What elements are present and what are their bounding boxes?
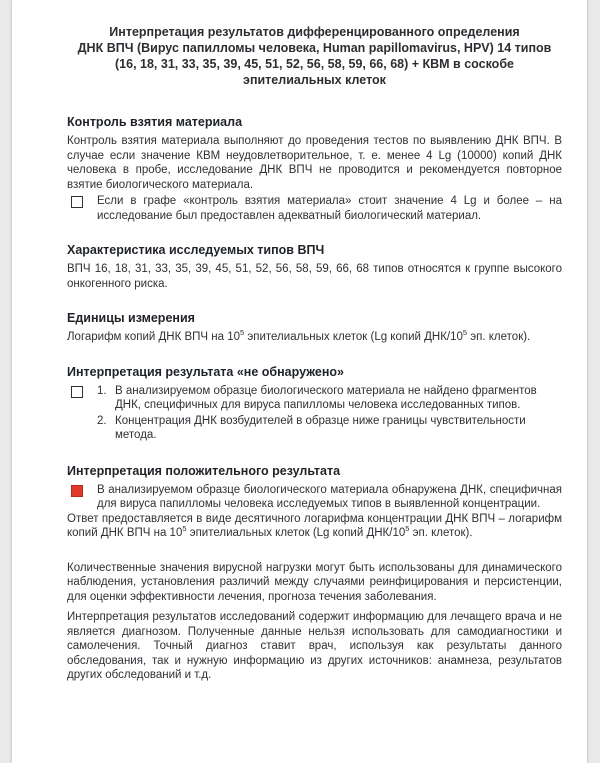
section-positive xyxy=(67,464,562,541)
list-number: 1. xyxy=(97,384,107,397)
section-negative xyxy=(67,365,562,444)
negative-check-row xyxy=(67,384,562,444)
answer-text-part: эпителиальных клеток (Lg копий ДНК/10 xyxy=(186,527,406,539)
units-text-part: эпителиальных клеток (Lg копий ДНК/10 xyxy=(244,331,463,343)
control-check-row xyxy=(67,194,562,223)
negative-list xyxy=(97,384,562,444)
units-exponent: 5 xyxy=(462,328,468,338)
answer-text-part: Ответ предоставляется в виде десятичного логарифма концентрации ДНК ВПЧ – логарифм копий ДНК ВПЧ на 10 xyxy=(67,512,562,539)
section-heading: Интерпретация положительного результата xyxy=(67,463,341,478)
document-content xyxy=(67,24,562,703)
section-text: Контроль взятия материала выполняют до проведения тестов по выявлению ДНК ВПЧ. В случае если значение КВМ неудовлетворительное, т. е. менее 4 Lg (10000) копий ДНК человека в пробе, исследование ДНК ВПЧ не проводится и рекомендуется повторное взятие биологического материала. xyxy=(67,135,562,191)
answer-text-part: эп. клеток). xyxy=(409,527,473,539)
control-checkbox[interactable] xyxy=(71,196,83,208)
negative-checkbox[interactable] xyxy=(71,386,83,398)
positive-check-row xyxy=(67,483,562,512)
section-units xyxy=(67,311,562,345)
section-heading: Контроль взятия материала xyxy=(67,115,243,129)
positive-answer-text xyxy=(67,512,562,541)
list-number: 2. xyxy=(97,414,107,427)
answer-exponent: 5 xyxy=(182,524,187,534)
control-check-text: Если в графе «контроль взятия материала» стоит значение 4 Lg и более – на исследование был предоставлен адекватный биологический материал. xyxy=(97,195,562,222)
section-heading: Характеристика исследуемых типов ВПЧ xyxy=(67,243,325,257)
positive-checkbox[interactable] xyxy=(71,485,83,497)
section-heading: Единицы измерения xyxy=(67,311,195,325)
units-text-part: эп. клеток). xyxy=(467,331,531,343)
units-text xyxy=(67,330,562,345)
notes-paragraph: Интерпретация результатов исследований содержит информацию для лечащего врача и не является диагнозом. Полученные данные нельзя использовать для самодиагностики и самолечения. Точный диагноз ставит врач, используя как результаты данного обследования, так и нужную информацию из других источников: анамнеза, результатов других обследований и т.д. xyxy=(67,611,562,681)
title-line: ДНК ВПЧ (Вирус папилломы человека, Human papillomavirus, HPV) 14 типов xyxy=(77,41,552,55)
list-text: В анализируемом образце биологического материала не найдено фрагментов ДНК, специфичных для вируса папилломы человека исследованных типов. xyxy=(115,384,537,411)
section-types xyxy=(67,243,562,291)
answer-exponent: 5 xyxy=(405,524,410,534)
list-item xyxy=(97,414,562,443)
document-title xyxy=(67,24,562,88)
units-text-part: Логарифм копий ДНК ВПЧ на 10 xyxy=(67,331,241,343)
units-exponent: 5 xyxy=(240,328,245,338)
document-page xyxy=(12,0,587,763)
section-control xyxy=(67,115,562,223)
section-text: ВПЧ 16, 18, 31, 33, 35, 39, 45, 51, 52, 56, 58, 59, 66, 68 типов относятся к группе высокого онкогенного риска. xyxy=(67,263,562,290)
notes-paragraph: Количественные значения вирусной нагрузки могут быть использованы для динамического наблюдения, установления различий между случаями реинфицирования и персистенции, для оценки эффективности лечения, прогноза течения заболевания. xyxy=(67,561,562,603)
title-line: эпителиальных клеток xyxy=(243,73,386,87)
section-heading: Интерпретация результата «не обнаружено» xyxy=(67,364,344,379)
title-line: Интерпретация результатов дифференцированного определения xyxy=(109,25,520,39)
positive-check-text: В анализируемом образце биологического материала обнаружена ДНК, специфичная для вируса папилломы человека исследуемых типов в выявленной концентрации. xyxy=(97,483,562,510)
list-item xyxy=(97,384,562,413)
section-notes xyxy=(67,561,562,683)
list-text: Концентрация ДНК возбудителей в образце ниже границы чувствительности метода. xyxy=(115,414,526,441)
title-line: (16, 18, 31, 33, 35, 39, 45, 51, 52, 56, 58, 59, 66, 68) + КВМ в соскобе xyxy=(115,57,514,71)
